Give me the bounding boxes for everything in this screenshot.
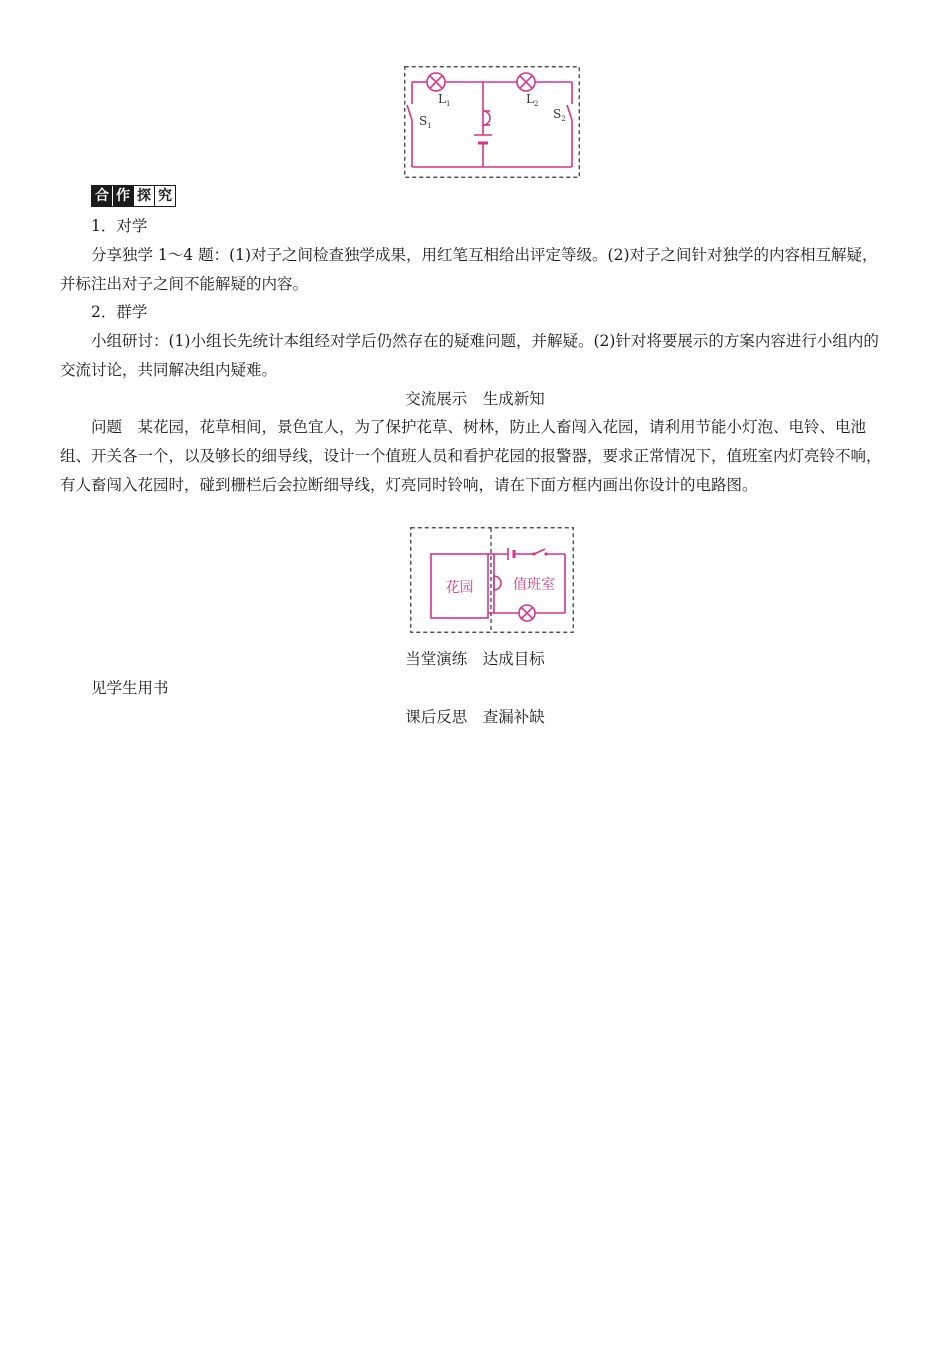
duty-room-label: 值班室 [513,577,555,593]
electric-bell-icon [483,110,490,126]
switch-s1-label: $S_1$ [419,114,432,130]
lamp-l1-label: $L_1$ [438,92,451,108]
heading-char: 探 [133,186,154,206]
pair-study-body: 分享独学 1～4 题：(1)对子之间检查独学成果，用红笔互相给出评定等级。(2)对子之间针对独学的内容相互解疑，并标注出对子之间不能解疑的内容。 [60,246,878,293]
lamp-l1-icon [427,73,445,91]
switch-s2-label: $S_2$ [553,107,566,123]
circuit-diagram-lamps-bell [404,66,580,178]
heading-char: 合 [92,186,112,206]
pair-study-title: 1．对学 [91,217,148,235]
heading-char: 作 [112,186,133,206]
alarm-circuit-diagram [410,527,574,633]
group-study-body: 小组研讨：(1)小组长先统计本组经对学后仍然存在的疑难问题，并解疑。(2)针对将要展示的方案内容进行小组内的交流讨论，共同解决组内疑难。 [60,332,879,379]
garden-label: 花园 [445,580,474,596]
heading-char: 究 [154,186,175,206]
section-title-exchange: 交流展示 生成新知 [405,390,545,408]
section-heading-cooperative-inquiry [91,185,176,207]
problem-body: 问题 某花园，花草相间，景色宜人，为了保护花草、树林，防止人畜闯入花园，请利用节能小灯泡、电铃、电池组、开关各一个，以及够长的细导线，设计一个值班人员和看护花园的报警器，要求正常情况下，值班室内灯亮铃不响，有人畜闯入花园时，碰到栅栏后会拉断细导线，灯亮同时铃响，请在下面方框内画出你设计的电路图。 [60,418,882,494]
lamp-l2-label: $L_2$ [526,92,539,108]
lamp-l2-icon [517,73,535,91]
section-title-classroom: 当堂演练 达成目标 [405,650,545,668]
section-title-reflect: 课后反思 查漏补缺 [405,708,545,726]
group-study-title: 2．群学 [91,303,148,321]
lamp-icon [519,605,535,621]
battery-icon [474,135,492,143]
see-book-note: 见学生用书 [91,679,169,697]
switch-icon [532,552,547,555]
battery-icon [508,548,514,560]
electric-bell-icon [494,576,501,590]
